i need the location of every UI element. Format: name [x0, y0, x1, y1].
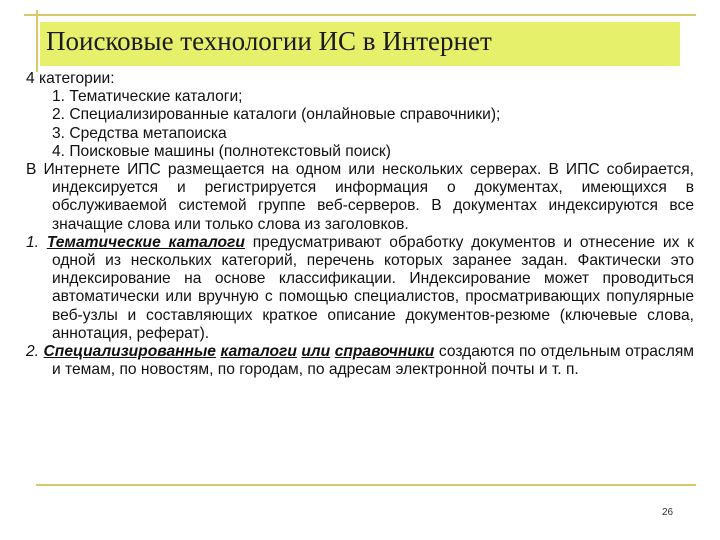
term-thematic-catalogs: Тематические каталоги — [46, 233, 245, 251]
intro-line: 4 категории: — [26, 70, 115, 87]
term-specialized: Специализированные — [43, 343, 216, 361]
slide-title: Поисковые технологии ИС в Интернет — [46, 26, 492, 56]
term-or: или — [301, 343, 331, 361]
left-decorative-line — [36, 10, 38, 72]
category-item: 1. Тематические каталоги; — [52, 88, 243, 106]
item-number: 2. — [26, 343, 40, 361]
slide-content — [26, 70, 694, 379]
category-item: 3. Средства метапоиска — [52, 124, 227, 142]
category-item: 4. Поисковые машины (полнотекстовый поиск) — [52, 142, 391, 160]
term-catalogs: каталоги — [220, 343, 297, 361]
bottom-decorative-line — [36, 484, 696, 486]
item-text: предусматривают обработку документов и отнесение их к одной из нескольких категорий, перечень которых заранее задан. Фактически это индексирование на основе классификации. Индексирование может проводиться автоматически или вручную с помощью специалистов, просматривающих популярные веб-узлы и составляющих краткое описание документов-резюме (ключевые слова, аннотация, реферат). — [52, 233, 694, 342]
ips-paragraph: В Интернете ИПС размещается на одном или нескольких серверах. В ИПС собирается, индексируется и регистрируется информация о документах, имеющихся в обслуживаемой системой группе веб-серверов. В документах индексируются все значащие слова или только слова из заголовков. — [26, 161, 694, 233]
specialized-catalogs-paragraph — [26, 343, 694, 379]
item-number: 1. — [26, 233, 40, 251]
thematic-catalogs-paragraph — [26, 234, 694, 343]
term-directories: справочники — [334, 343, 435, 361]
item-text: создаются по отдельным отраслям и темам, по новостям, по городам, по адресам электронной почты и т. п. — [52, 343, 694, 379]
category-item: 2. Специализированные каталоги (онлайновые справочники); — [52, 106, 501, 124]
top-decorative-line — [24, 14, 696, 16]
page-number: 26 — [662, 507, 674, 518]
